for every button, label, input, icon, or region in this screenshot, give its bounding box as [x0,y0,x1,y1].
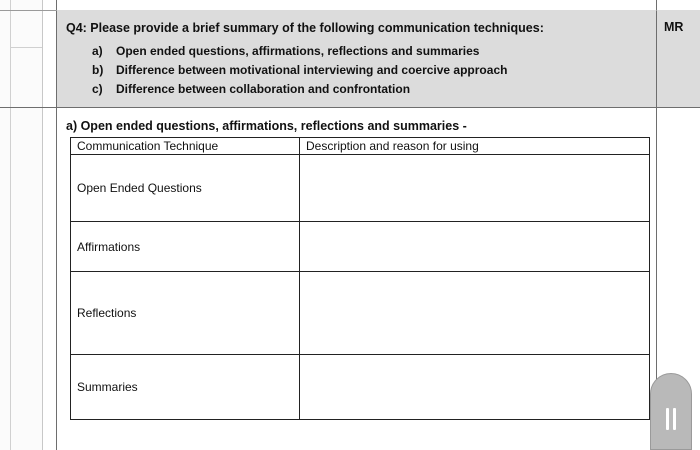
question-item-text: Difference between collaboration and confrontation [116,82,411,96]
technique-cell: Reflections [71,272,300,355]
description-cell[interactable] [300,272,650,355]
question-item-text: Open ended questions, affirmations, reflections and summaries [116,44,480,58]
grid-line [0,107,700,108]
question-item-c [92,82,410,96]
table-header-row [71,138,650,155]
description-cell[interactable] [300,355,650,420]
table-row [71,155,650,222]
question-item-b [92,63,507,77]
question-item-letter: c) [92,82,103,96]
question-item-letter: b) [92,63,104,77]
question-item-text: Difference between motivational interviewing and coercive approach [116,63,508,77]
column-header-technique: Communication Technique [71,138,300,155]
column-header-description: Description and reason for using [300,138,650,155]
technique-cell: Affirmations [71,222,300,272]
technique-table [70,137,650,420]
question-item-a [92,44,479,58]
question-item-letter: a) [92,44,103,58]
marker-label: MR [664,20,684,34]
description-cell[interactable] [300,155,650,222]
description-cell[interactable] [300,222,650,272]
left-margin-column [0,0,42,450]
technique-cell: Open Ended Questions [71,155,300,222]
scroll-handle[interactable] [650,373,692,450]
grid-line [10,47,42,48]
table-row [71,222,650,272]
table-row [71,272,650,355]
question-title: Q4: Please provide a brief summary of the following communication techniques: [66,21,544,35]
table-row [71,355,650,420]
technique-cell: Summaries [71,355,300,420]
grid-line [10,0,11,450]
section-label: a) Open ended questions, affirmations, reflections and summaries - [66,119,467,133]
grid-line [42,0,43,450]
